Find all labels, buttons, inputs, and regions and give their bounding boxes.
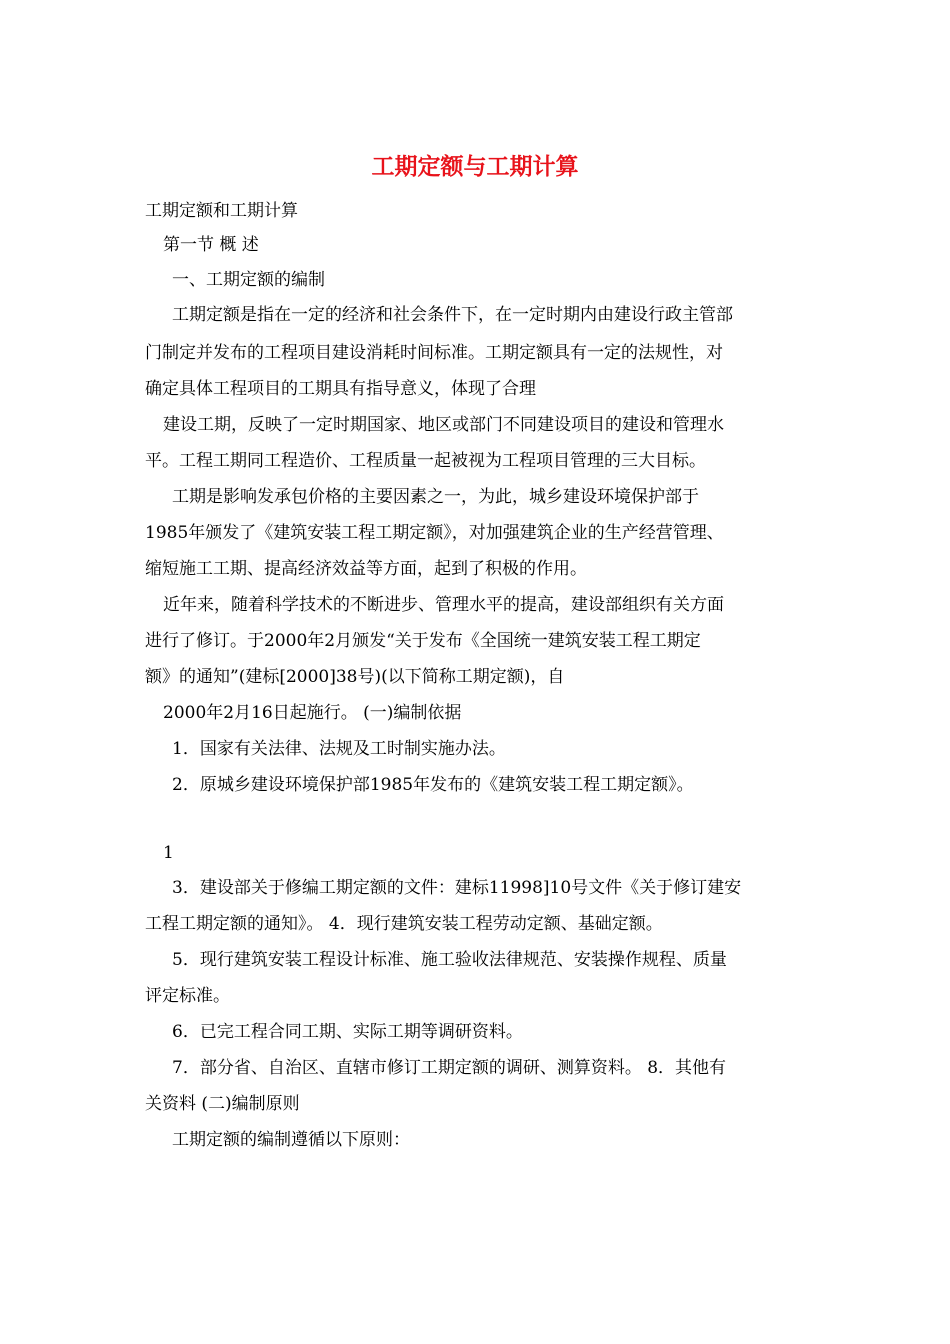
- paragraph-line: 缩短施工工期、提高经济效益等方面，起到了积极的作用。: [145, 559, 587, 579]
- list-item: 6．已完工程合同工期、实际工期等调研资料。: [172, 1022, 523, 1042]
- paragraph-line: 平。工程工期同工程造价、工程质量一起被视为工程项目管理的三大目标。: [145, 451, 706, 471]
- list-item: 关资料 (二)编制原则: [145, 1094, 300, 1114]
- list-item: 工程工期定额的通知》。 4．现行建筑安装工程劳动定额、基础定额。: [145, 914, 663, 934]
- paragraph-line: 建设工期，反映了一定时期国家、地区或部门不同建设项目的建设和管理水: [163, 415, 724, 435]
- paragraph-line: 确定具体工程项目的工期具有指导意义，体现了合理: [145, 379, 536, 399]
- subsection-heading: 一、工期定额的编制: [172, 270, 325, 290]
- paragraph-line: 进行了修订。于2000年2月颁发“关于发布《全国统一建筑安装工程工期定: [145, 631, 701, 651]
- section-heading: 第一节 概 述: [163, 235, 259, 255]
- paragraph-line: 1985年颁发了《建筑安装工程工期定额》，对加强建筑企业的生产经营管理、: [145, 523, 724, 543]
- list-item: 7．部分省、自治区、直辖市修订工期定额的调研、测算资料。 8．其他有: [172, 1058, 727, 1078]
- paragraph-line: 2000年2月16日起施行。 (一)编制依据: [163, 703, 462, 723]
- document-title: 工期定额与工期计算: [371, 153, 579, 180]
- list-item: 3．建设部关于修编工期定额的文件：建标11998]10号文件《关于修订建安: [172, 878, 742, 898]
- list-item: 2．原城乡建设环境保护部1985年发布的《建筑安装工程工期定额》。: [172, 775, 694, 795]
- paragraph-line: 工期定额是指在一定的经济和社会条件下，在一定时期内由建设行政主管部: [172, 305, 733, 325]
- list-item: 5．现行建筑安装工程设计标准、施工验收法律规范、安装操作规程、质量: [172, 950, 727, 970]
- paragraph-line: 额》的通知”(建标[2000]38号)(以下简称工期定额)，自: [145, 667, 565, 687]
- paragraph-line: 工期定额的编制遵循以下原则：: [172, 1130, 410, 1150]
- list-item: 1．国家有关法律、法规及工时制实施办法。: [172, 739, 506, 759]
- paragraph-line: 工期是影响发承包价格的主要因素之一，为此，城乡建设环境保护部于: [172, 487, 699, 507]
- page-number: 1: [163, 843, 174, 863]
- list-item: 评定标准。: [145, 986, 230, 1006]
- paragraph-line: 近年来，随着科学技术的不断进步、管理水平的提高，建设部组织有关方面: [163, 595, 724, 615]
- subtitle-line: 工期定额和工期计算: [145, 201, 298, 221]
- paragraph-line: 门制定并发布的工程项目建设消耗时间标准。工期定额具有一定的法规性，对: [145, 343, 723, 363]
